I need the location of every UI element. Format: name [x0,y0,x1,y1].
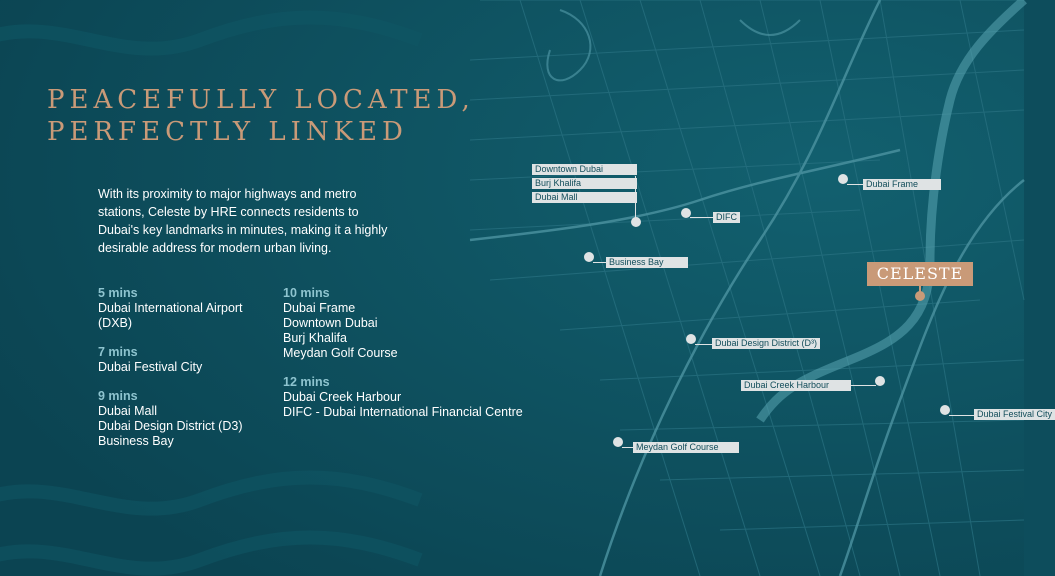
title-line-2: PERFECTLY LINKED [47,117,408,147]
destination: Dubai International Airport (DXB) [98,301,243,330]
time-group-5-mins [98,286,278,331]
map-label-meydan-golf-course: Meydan Golf Course [633,442,739,453]
marker-dot-d3 [686,334,696,344]
destination: Dubai Mall [98,404,158,418]
celeste-marker-label: CELESTE [867,262,973,286]
destination: Downtown Dubai [283,316,378,330]
marker-dot-downtown [631,217,641,227]
title-line-1: PEACEFULLY LOCATED, [47,85,475,115]
destination: DIFC - Dubai International Financial Centre [283,405,523,419]
travel-times-column-2 [283,286,543,434]
destination: Dubai Frame [283,301,356,315]
map-label-dubai-frame: Dubai Frame [863,179,941,190]
map-label-dubai-mall: Dubai Mall [532,192,637,203]
marker-dot-dubai-frame [838,174,848,184]
marker-leader-downtown [635,176,636,222]
page-title [47,84,475,148]
marker-leader-d3 [695,344,713,345]
time-group-10-mins [283,286,543,361]
map-label-difc: DIFC [713,212,740,223]
time-label: 9 mins [98,389,138,403]
destination: Meydan Golf Course [283,346,398,360]
map-label-business-bay: Business Bay [606,257,688,268]
time-label: 7 mins [98,345,138,359]
time-label: 10 mins [283,286,330,300]
marker-dot-meydan [613,437,623,447]
time-label: 12 mins [283,375,330,389]
travel-times-column-1 [98,286,278,463]
map-label-burj-khalifa: Burj Khalifa [532,178,637,189]
destination: Burj Khalifa [283,331,347,345]
marker-leader-difc [690,217,714,218]
celeste-marker-dot [915,291,925,301]
map-label-downtown-dubai: Downtown Dubai [532,164,637,175]
marker-leader-frame [847,184,863,185]
marker-dot-creek [875,376,885,386]
time-label: 5 mins [98,286,138,300]
time-group-7-mins [98,345,278,375]
map-label-dubai-creek-harbour: Dubai Creek Harbour [741,380,851,391]
map-label-dubai-design-district: Dubai Design District (D³) [712,338,820,349]
destination: Business Bay [98,434,174,448]
marker-leader-creek [851,385,876,386]
destination: Dubai Festival City [98,360,203,374]
time-group-12-mins [283,375,543,420]
marker-dot-business-bay [584,252,594,262]
marker-leader-festival [949,415,975,416]
map-label-dubai-festival-city: Dubai Festival City [974,409,1055,420]
marker-leader-business-bay [593,262,607,263]
marker-dot-festival-city [940,405,950,415]
time-group-9-mins [98,389,278,449]
destination: Dubai Design District (D3) [98,419,243,433]
intro-paragraph: With its proximity to major highways and metro stations, Celeste by HRE connects residents to Dubai's key landmarks in minutes, making it a highly desirable address for modern urban living. [98,187,388,255]
destination: Dubai Creek Harbour [283,390,402,404]
